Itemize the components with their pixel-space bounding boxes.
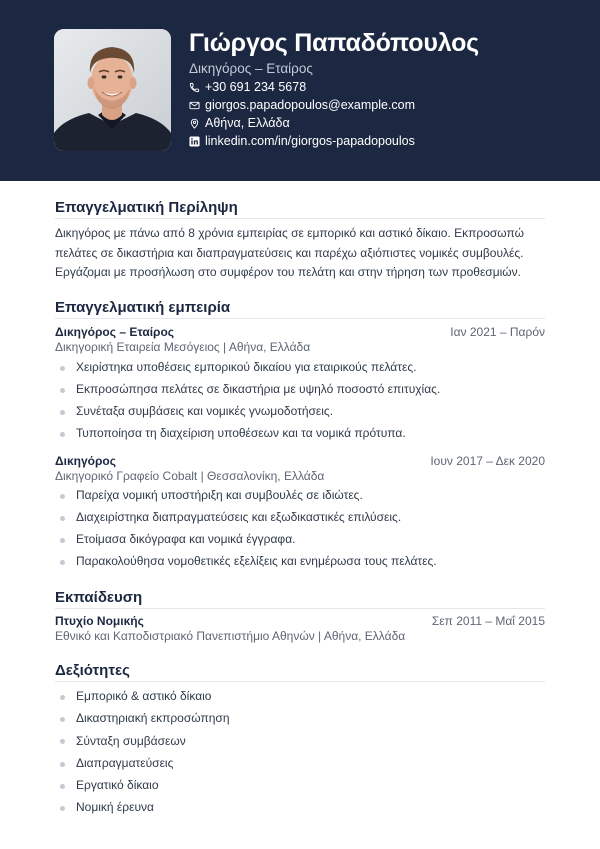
job-bullet-text: Ετοίμασα δικόγραφα και νομικά έγγραφα. [76,532,296,546]
education-divider [55,608,545,609]
phone-icon [189,82,200,93]
experience-heading: Επαγγελματική εμπειρία [55,299,231,316]
skill-item [55,775,545,797]
candidate-name: Γιώργος Παπαδόπουλος [189,29,479,57]
contact-location-text: Αθήνα, Ελλάδα [205,116,290,130]
contact-linkedin[interactable] [189,134,415,148]
contact-phone [189,80,306,94]
job-bullet-text: Παρείχα νομική υποστήριξη και συμβουλές σε ιδιώτες. [76,488,363,502]
job-bullet [55,529,545,551]
bullet-dot [60,806,65,811]
job-dates: Ιαν 2021 – Παρόν [450,325,545,339]
job-bullet-list [55,485,545,573]
summary-heading: Επαγγελματική Περίληψη [55,199,238,216]
job-bullet-list [55,357,545,445]
bullet-dot [60,762,65,767]
job-bullet [55,423,545,445]
skill-text: Σύνταξη συμβάσεων [76,733,186,748]
bullet-dot [60,784,65,789]
bullet-dot [60,538,65,543]
summary-text: Δικηγόρος με πάνω από 8 χρόνια εμπειρίας σε εμπορικό και αστικό δίκαιο. Εκπροσωπώ πελάτες σε δικαστήρια και διαπραγματεύσεις και παρέχω αξιόπιστες νομικές συμβουλές. Εργάζομαι με προσήλωση στο συμφέρον του πελάτη και στην τήρηση των προθεσμιών. [55,226,524,279]
job-bullet [55,551,545,573]
job-bullet-text: Διαχειρίστηκα διαπραγματεύσεις και εξωδικαστικές επιλύσεις. [76,510,402,524]
contact-phone-text: +30 691 234 5678 [205,80,307,94]
job-bullet-text: Εκπροσώπησα πελάτες σε δικαστήρια με υψηλό ποσοστό επιτυχίας. [76,382,441,396]
job-title: Δικηγόρος [55,454,116,468]
bullet-dot [60,739,65,744]
skills-heading: Δεξιότητες [55,662,130,679]
job-bullet [55,507,545,529]
job-dates: Ιουν 2017 – Δεκ 2020 [430,454,545,468]
skill-text: Εργατικό δίκαιο [76,778,159,793]
job-bullet-text: Συνέταξα συμβάσεις και νομικές γνωμοδοτήσεις. [76,404,334,418]
skill-text: Νομική έρευνα [76,800,154,815]
mail-icon [189,100,200,111]
job-organization: Δικηγορική Εταιρεία Μεσόγειος | Αθήνα, Ελλάδα [55,340,311,354]
profile-photo-illustration [54,29,171,151]
education-school: Εθνικό και Καποδιστριακό Πανεπιστήμιο Αθηνών | Αθήνα, Ελλάδα [55,629,406,643]
contact-location [189,116,290,130]
linkedin-icon [189,136,200,147]
candidate-role: Δικηγόρος – Εταίρος [189,61,313,76]
experience-divider [55,318,545,319]
skill-item [55,797,545,819]
education-degree: Πτυχίο Νομικής [55,614,144,628]
skills-list [55,686,545,820]
summary-divider [55,218,545,219]
bullet-dot [60,516,65,521]
resume-header [0,0,600,181]
contact-email-text[interactable]: giorgos.papadopoulos@example.com [205,98,416,112]
job-bullet [55,357,545,379]
profile-photo [54,29,171,151]
location-pin-icon [189,118,200,129]
job-organization: Δικηγορικό Γραφείο Cobalt | Θεσσαλονίκη, Ελλάδα [55,469,325,483]
bullet-dot [60,717,65,722]
job-bullet-text: Τυποποίησα τη διαχείριση υποθέσεων και τα νομικά πρότυπα. [76,426,406,440]
job-bullet [55,401,545,423]
contact-linkedin-text[interactable]: linkedin.com/in/giorgos-papadopoulos [205,134,415,148]
job-bullet-text: Παρακολούθησα νομοθετικές εξελίξεις και ενημέρωσα τους πελάτες. [76,554,437,568]
job-title: Δικηγόρος – Εταίρος [55,325,175,339]
job-bullet-text: Χειρίστηκα υποθέσεις εμπορικού δικαίου για εταιρικούς πελάτες. [76,360,417,374]
bullet-dot [60,388,65,393]
bullet-dot [60,410,65,415]
bullet-dot [60,695,65,700]
skills-divider [55,681,545,682]
job-bullet [55,485,545,507]
education-dates: Σεπ 2011 – Μαΐ 2015 [431,614,545,628]
contact-email[interactable] [189,98,415,112]
job-bullet [55,379,545,401]
skill-item [55,686,545,708]
skill-text: Διαπραγματεύσεις [76,755,174,770]
skill-item [55,731,545,753]
bullet-dot [60,494,65,499]
bullet-dot [60,560,65,565]
skill-text: Δικαστηριακή εκπροσώπηση [76,711,230,726]
bullet-dot [60,366,65,371]
bullet-dot [60,432,65,437]
skill-text: Εμπορικό & αστικό δίκαιο [76,689,212,703]
education-heading: Εκπαίδευση [55,589,143,606]
skill-item [55,753,545,775]
skill-item [55,708,545,730]
